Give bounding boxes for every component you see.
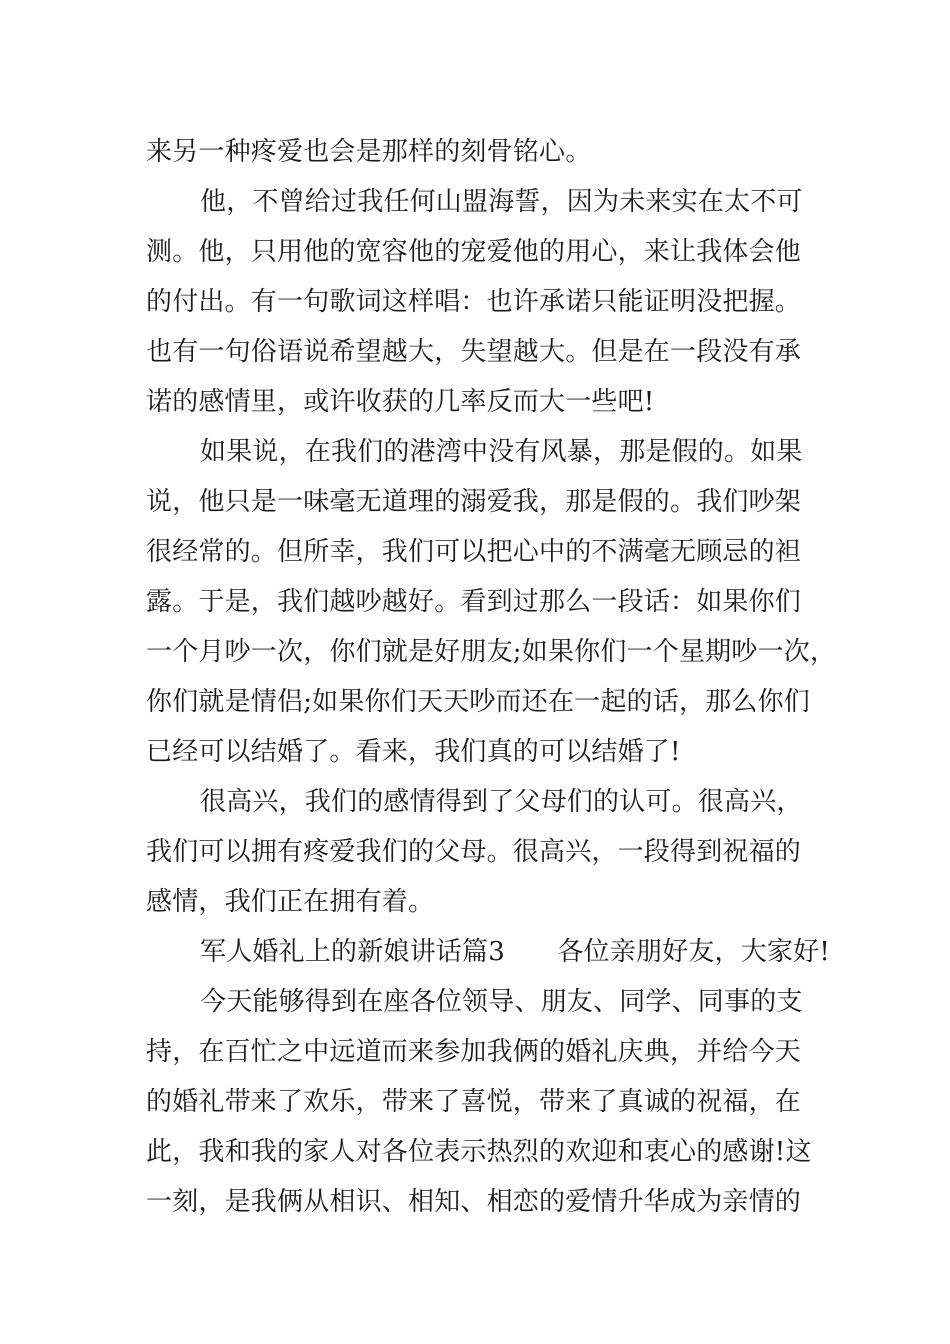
document-body [146,127,837,1227]
text-line: 你们就是情侣;如果你们天天吵而还在一起的话，那么你们 [146,687,810,717]
section-heading-line: 军人婚礼上的新娘讲话篇3 各位亲朋好友，大家好! [200,937,830,967]
text-line: 露。于是，我们越吵越好。看到过那么一段话：如果你们 [146,587,802,617]
text-line: 他，不曾给过我任何山盟海誓，因为未来实在太不可 [200,187,803,217]
text-line: 很高兴，我们的感情得到了父母们的认可。很高兴， [200,787,803,817]
text-line: 诺的感情里，或许收获的几率反而大一些吧! [146,387,655,417]
text-line: 的婚礼带来了欢乐，带来了喜悦，带来了真诚的祝福，在 [146,1087,802,1117]
text-line: 我们可以拥有疼爱我们的父母。很高兴，一段得到祝福的 [146,837,802,867]
text-line: 很经常的。但所幸，我们可以把心中的不满毫无顾忌的袒 [146,537,802,567]
text-line: 持，在百忙之中远道而来参加我俩的婚礼庆典，并给今天 [146,1037,802,1067]
text-line: 也有一句俗语说希望越大，失望越大。但是在一段没有承 [146,337,802,367]
text-line: 今天能够得到在座各位领导、朋友、同学、同事的支 [200,987,803,1017]
text-line: 已经可以结婚了。看来，我们真的可以结婚了! [146,737,681,767]
text-line: 说，他只是一味毫无道理的溺爱我，那是假的。我们吵架 [146,487,802,517]
text-line: 一个月吵一次，你们就是好朋友;如果你们一个星期吵一次， [146,637,837,667]
text-line: 此，我和我的家人对各位表示热烈的欢迎和衷心的感谢!这 [146,1137,812,1167]
text-line: 感情，我们正在拥有着。 [146,887,435,917]
text-line: 一刻，是我俩从相识、相知、相恋的爱情升华成为亲情的 [146,1187,802,1217]
text-line: 来另一种疼爱也会是那样的刻骨铭心。 [146,137,592,167]
text-line: 测。他，只用他的宽容他的宠爱他的用心，来让我体会他 [146,237,802,267]
text-line: 如果说，在我们的港湾中没有风暴，那是假的。如果 [200,437,803,467]
text-line: 的付出。有一句歌词这样唱：也许承诺只能证明没把握。 [146,287,802,317]
